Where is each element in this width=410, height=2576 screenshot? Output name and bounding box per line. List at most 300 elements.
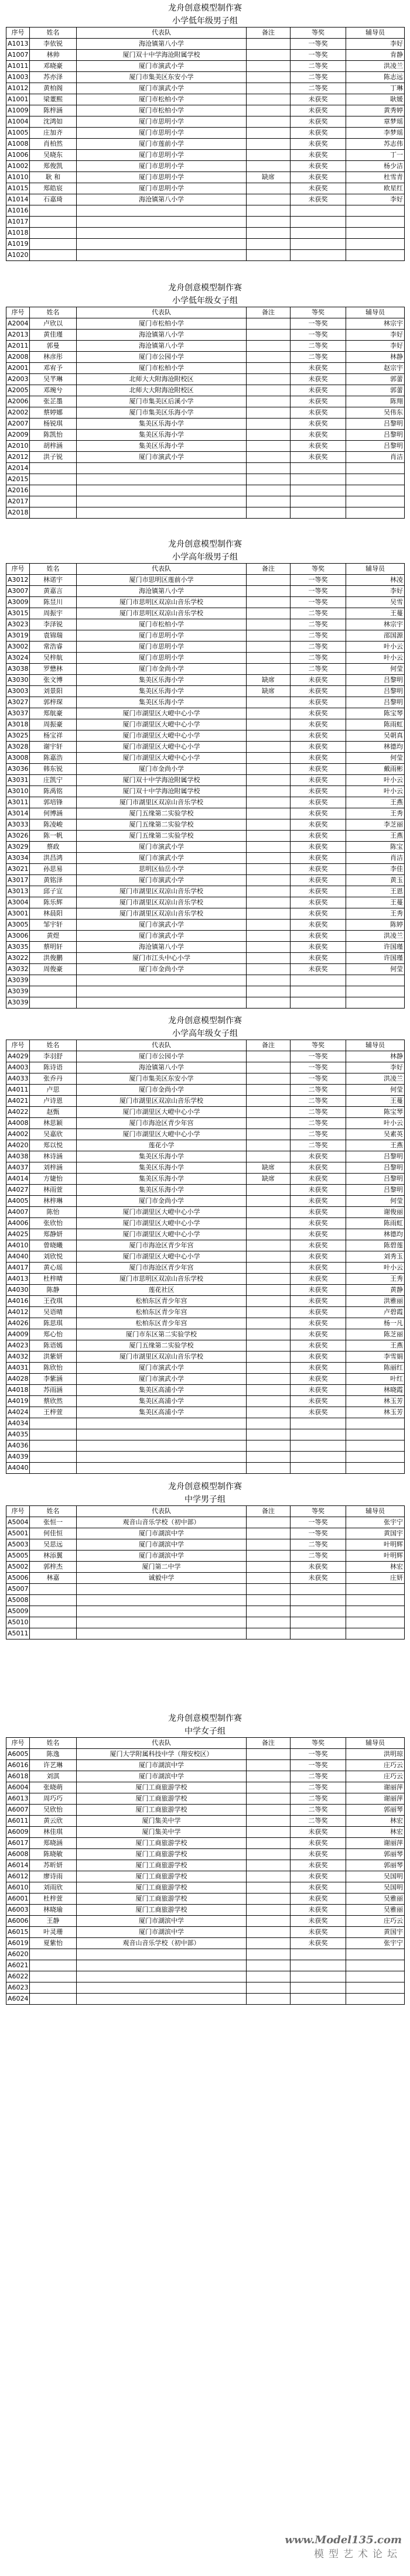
table-cell [346,463,405,474]
table-cell [346,228,405,239]
table-cell: 陈一帆 [30,831,77,842]
table-cell [247,1949,291,1960]
table-cell [30,1960,77,1971]
table-cell [247,1927,291,1938]
table-cell [30,1584,77,1595]
table-cell: 二等奖 [291,1793,346,1805]
table-row [6,1528,405,1539]
table-cell [247,1229,291,1240]
table-row [6,507,405,519]
table-cell [291,1440,346,1452]
table-cell: 叶小云 [346,1118,405,1129]
table-cell: 未获奖 [291,1352,346,1363]
table-cell [247,1185,291,1196]
table-cell: 厦门市湖里区大嶝中心小学 [77,1129,247,1140]
table-cell [30,1595,77,1606]
table-cell: 未获奖 [291,897,346,908]
header-row [6,1738,405,1749]
table-cell [30,507,77,519]
table-cell: 厦门市湖滨中学 [77,1916,247,1927]
table-cell: 一等奖 [291,1749,346,1760]
table-cell [247,597,291,608]
table-cell: 未获奖 [291,1363,346,1374]
table-cell: A4039 [6,1452,30,1463]
table-cell: A6007 [6,1805,30,1816]
table-row [6,374,405,385]
table-cell [346,1429,405,1440]
table-cell: 厦门市湖里区双凉山音乐学校 [77,908,247,920]
table-row [6,675,405,686]
table-cell: 二等奖 [291,1782,346,1793]
table-cell [247,1307,291,1318]
table-cell: 苏雨涵 [30,1385,77,1396]
table-cell [247,808,291,819]
table-cell: 庄妍 [346,1573,405,1584]
column-header: 辅导员 [346,28,405,39]
table-cell: 李雪娟 [346,1352,405,1363]
table-cell [247,797,291,808]
table-cell: 黄云欣 [30,1816,77,1827]
table-row [6,1793,405,1805]
table-cell [247,786,291,797]
table-cell: 吴语晴 [30,1307,77,1318]
table-cell: A6006 [6,1916,30,1927]
table-cell [247,730,291,742]
table-cell: 谢宇轩 [30,742,77,753]
table-cell [247,642,291,653]
table-cell [291,1452,346,1463]
table-cell: 厦门市思明小学 [77,116,247,128]
table-cell [30,250,77,261]
table-cell [247,608,291,619]
table-cell: 洪凌兰 [346,61,405,72]
table-cell: 林彦彤 [30,352,77,363]
table-cell: A3005 [6,920,30,931]
table-row [6,864,405,875]
table-cell: 黄国宇 [346,1528,405,1539]
table-cell: A4037 [6,1162,30,1174]
table-cell: 刘秀玉 [346,1251,405,1263]
table-cell: 赵宗宇 [346,363,405,374]
table-cell: 未获奖 [291,1340,346,1352]
table-cell: 厦门市湖里区大嶝中心小学 [77,1251,247,1263]
table-cell [30,1418,77,1429]
table-cell: 谢丽萍 [346,1782,405,1793]
table-cell: 厦门市金尚小学 [77,664,247,675]
table-cell: 厦门市集美区后溪小学 [77,396,247,407]
table-cell: A2003 [6,374,30,385]
table-cell: 郑航豪 [30,708,77,719]
table-cell [247,1285,291,1296]
table-cell [247,1628,291,1639]
table-cell: 杜梓晴 [30,1274,77,1285]
table-cell: 厦门市湖里区双凉山音乐学校 [77,797,247,808]
table-row [6,831,405,842]
table-row [6,1174,405,1185]
table-cell: 刘梓涵 [30,1162,77,1174]
table-row [6,1827,405,1838]
table-cell: 厦门市湖里区双凉山音乐学校 [77,1352,247,1363]
table-cell: 王秀 [346,908,405,920]
table-cell: 杜梓萱 [30,1894,77,1905]
table-cell [247,1606,291,1617]
table-cell: 未获奖 [291,697,346,708]
table-cell: 厦门市思明小学 [77,630,247,642]
table-cell: A5001 [6,1528,30,1539]
table-cell: A1011 [6,61,30,72]
table-cell [77,250,247,261]
table-cell: 洪紫妍 [30,1352,77,1363]
table-cell [291,1617,346,1628]
table-cell: 蔡婷娜 [30,407,77,419]
table-row [6,1285,405,1296]
results-table [6,27,405,261]
table-cell: 林诺宇 [30,575,77,586]
table-cell: 一等奖 [291,597,346,608]
table-cell: 厦门市湖滨中学 [77,1539,247,1551]
table-cell [247,819,291,831]
table-cell: 吕黎明 [346,1151,405,1162]
table-cell: 吴梓航 [30,653,77,664]
table-cell: 叶红 [346,1374,405,1385]
table-cell: 卢诗恩 [30,1096,77,1107]
column-header: 序号 [6,1040,30,1051]
table-row [6,1628,405,1639]
table-cell: A2018 [6,507,30,519]
table-cell [247,1816,291,1827]
table-cell: 未获奖 [291,1927,346,1938]
table-cell: 厦门集美中学 [77,1827,247,1838]
table-cell: 许艺琳 [30,1760,77,1771]
table-row [6,172,405,183]
table-row [6,964,405,975]
table-cell: 厦门工商旅游学校 [77,1905,247,1916]
table-cell: A1003 [6,72,30,83]
section-subtitle: 小学高年级男子组 [172,553,238,562]
table-row [6,228,405,239]
table-row [6,1905,405,1916]
table-cell: 周俊豪 [30,964,77,975]
table-cell: 庄巧云 [346,1916,405,1927]
table-cell [247,1971,291,1982]
table-cell: 沈鸿如 [30,116,77,128]
table-cell: A4035 [6,1429,30,1440]
table-cell: A1002 [6,161,30,172]
table-cell: 洪雅丽 [346,1296,405,1307]
table-cell: 赵甄 [30,1107,77,1118]
table-cell: 厦门市莲前小学 [77,139,247,150]
table-row [6,1307,405,1318]
table-row [6,1107,405,1118]
table-cell: 林宏 [346,1562,405,1573]
table-cell [247,1551,291,1562]
table-row [6,352,405,363]
table-cell: 周振宇 [30,608,77,619]
table-cell: 集美区乐海小学 [77,686,247,697]
table-cell: A2013 [6,330,30,341]
table-cell: 叶明辉 [346,1539,405,1551]
table-cell: A2008 [6,352,30,363]
table-cell: 未获奖 [291,419,346,430]
table-row [6,975,405,986]
table-cell: A6003 [6,1905,30,1916]
table-cell: 李好 [346,194,405,205]
header-row [6,1506,405,1517]
table-row [6,1196,405,1207]
table-cell: 吴朝真 [346,730,405,742]
table-cell: 邱子宣 [30,886,77,897]
table-row [6,1140,405,1151]
table-cell: A1016 [6,205,30,217]
table-row [6,1218,405,1229]
table-cell: A4007 [6,1207,30,1218]
table-cell [346,1971,405,1982]
table-cell: A6008 [6,1849,30,1860]
table-cell: A3037 [6,708,30,719]
table-cell [346,997,405,1009]
table-cell: 郑静妍 [30,1229,77,1240]
table-row [6,630,405,642]
column-header: 代表队 [77,307,247,318]
table-cell [77,217,247,228]
column-header: 代表队 [77,1738,247,1749]
table-cell: 集美区高浦小学 [77,1396,247,1407]
table-cell: 杨宝祥 [30,730,77,742]
table-cell: 集美区高浦小学 [77,1385,247,1396]
table-cell: 杨一凡 [346,1318,405,1329]
table-cell: 林诗涵 [30,1151,77,1162]
table-cell: 厦门市东区第二实验学校 [77,1329,247,1340]
table-cell: 未获奖 [291,183,346,194]
table-cell: 陈禹铭 [30,786,77,797]
table-cell: 未获奖 [291,1374,346,1385]
table-row [6,797,405,808]
table-cell: 林晓瑜 [30,1905,77,1916]
table-cell: 厦门市演武小学 [77,1363,247,1374]
table-cell: A3022 [6,953,30,964]
table-row [6,1816,405,1827]
table-cell: 何莹 [346,964,405,975]
column-header: 序号 [6,28,30,39]
table-cell: 厦门市湖滨中学 [77,1927,247,1938]
table-row [6,1517,405,1528]
table-cell [247,831,291,842]
table-row [6,1051,405,1062]
table-cell: 王恩 [346,886,405,897]
table-cell: A1017 [6,217,30,228]
table-cell [346,239,405,250]
table-cell [247,1749,291,1760]
table-cell: A6022 [6,1971,30,1982]
table-cell [247,1107,291,1118]
table-cell: 未获奖 [291,764,346,775]
table-row [6,116,405,128]
table-cell: 林嘉 [30,1573,77,1584]
table-cell [346,1628,405,1639]
table-cell: 未获奖 [291,105,346,116]
table-cell: 邵国源 [346,630,405,642]
table-cell [346,1418,405,1429]
table-cell: A6011 [6,1816,30,1827]
table-cell: A3006 [6,931,30,942]
table-cell: 陈逸 [30,1749,77,1760]
table-cell [247,586,291,597]
table-cell: 二等奖 [291,664,346,675]
table-cell: 厦门市思明小学 [77,653,247,664]
table-cell: 蔡明轩 [30,942,77,953]
results-table [6,307,405,519]
table-row [6,150,405,161]
table-cell: A5002 [6,1562,30,1573]
table-cell: 一等奖 [291,50,346,61]
table-cell: 二等奖 [291,1129,346,1140]
table-row [6,953,405,964]
table-cell: 厦门集美中学 [77,1816,247,1827]
table-cell: 一等奖 [291,1517,346,1528]
table-cell [30,239,77,250]
table-cell: A3002 [6,642,30,653]
table-cell [30,1617,77,1628]
table-cell: 观音山音乐学校（初中部） [77,1517,247,1528]
table-cell: 袁锦瑞 [30,630,77,642]
table-cell: 未获奖 [291,842,346,853]
table-cell: 缺席 [247,675,291,686]
table-cell: 梁董熙 [30,94,77,105]
table-cell: 厦门工商旅游学校 [77,1882,247,1894]
table-cell: 厦门市金尚小学 [77,764,247,775]
table-cell: 未获奖 [291,1251,346,1263]
column-header: 等奖 [291,1738,346,1749]
table-row [6,1240,405,1251]
table-cell: 未获奖 [291,1905,346,1916]
table-cell [30,1463,77,1474]
table-cell: A4036 [6,1440,30,1452]
table-cell [291,1606,346,1617]
table-row [6,819,405,831]
table-cell: 厦门市湖滨中学 [77,1771,247,1782]
table-row [6,194,405,205]
table-cell [77,1418,247,1429]
table-cell [77,496,247,507]
table-row [6,1584,405,1595]
table-cell [247,352,291,363]
table-cell [247,1196,291,1207]
table-cell [247,205,291,217]
section-4 [6,1481,404,1639]
table-cell: 章梦瑶 [346,116,405,128]
table-cell: 未获奖 [291,831,346,842]
table-row [6,1363,405,1374]
table-cell: A3035 [6,942,30,953]
table-cell: 二等奖 [291,1816,346,1827]
table-cell: 戴雨彬 [346,764,405,775]
table-cell [247,619,291,630]
table-cell: A4038 [6,1151,30,1162]
table-row [6,708,405,719]
table-cell: 未获奖 [291,686,346,697]
table-cell: 厦门市思明小学 [77,161,247,172]
table-cell: 未获奖 [291,797,346,808]
table-cell: 曾晓曦 [30,1240,77,1251]
table-cell [77,1606,247,1617]
table-cell: 郭丽琴 [346,1860,405,1871]
table-cell: A4022 [6,1107,30,1118]
table-row [6,942,405,953]
table-cell: A4014 [6,1174,30,1185]
table-cell: 未获奖 [291,1263,346,1274]
table-cell: 厦门市演武小学 [77,452,247,463]
table-cell: 未获奖 [291,1562,346,1573]
column-header: 等奖 [291,307,346,318]
table-cell: A6017 [6,1838,30,1849]
table-cell [291,250,346,261]
table-cell [247,150,291,161]
table-cell [247,441,291,452]
table-row [6,1539,405,1551]
table-cell: 缺席 [247,686,291,697]
table-cell [77,1452,247,1463]
table-cell: 吕黎明 [346,1162,405,1174]
table-cell [247,664,291,675]
table-row [6,997,405,1009]
table-cell: A1013 [6,39,30,50]
table-cell [247,775,291,786]
table-cell: 周振豪 [30,719,77,730]
table-row [6,897,405,908]
table-row [6,407,405,419]
table-cell: 郭梓琛 [30,697,77,708]
table-cell: A4029 [6,1051,30,1062]
table-cell: 黄秀婷 [346,105,405,116]
table-cell: A6023 [6,1982,30,1994]
table-cell: 海沧镇第八小学 [77,1062,247,1073]
table-cell: 未获奖 [291,1196,346,1207]
table-cell: 蔡政 [30,842,77,853]
table-cell: 苏昕妍 [30,1860,77,1871]
table-row [6,1871,405,1882]
table-cell: A4011 [6,1085,30,1096]
table-cell: 林雨萱 [30,1185,77,1196]
table-cell: 肖柏然 [30,139,77,150]
table-cell: 一等奖 [291,1073,346,1085]
table-row [6,1551,405,1562]
table-cell: A2009 [6,430,30,441]
table-cell: 李泽锐 [30,619,77,630]
table-cell [30,474,77,485]
table-cell: 黄煜 [30,931,77,942]
table-row [6,205,405,217]
table-cell [247,407,291,419]
table-row [6,217,405,228]
table-cell [77,205,247,217]
table-cell [247,1240,291,1251]
section-1 [6,282,404,519]
column-header: 姓名 [30,1738,77,1749]
table-cell: A3034 [6,853,30,864]
table-row [6,441,405,452]
table-cell: 集美区乐海小学 [77,430,247,441]
table-cell: 厦门市江头中心小学 [77,953,247,964]
table-cell: A6010 [6,1882,30,1894]
table-cell [30,205,77,217]
table-cell: 陈语嫣 [30,1340,77,1352]
table-cell: 未获奖 [291,1240,346,1251]
table-cell [291,217,346,228]
table-cell [247,161,291,172]
table-cell: 未获奖 [291,1849,346,1860]
table-cell: 陈嘉浩 [30,753,77,764]
table-cell [291,474,346,485]
